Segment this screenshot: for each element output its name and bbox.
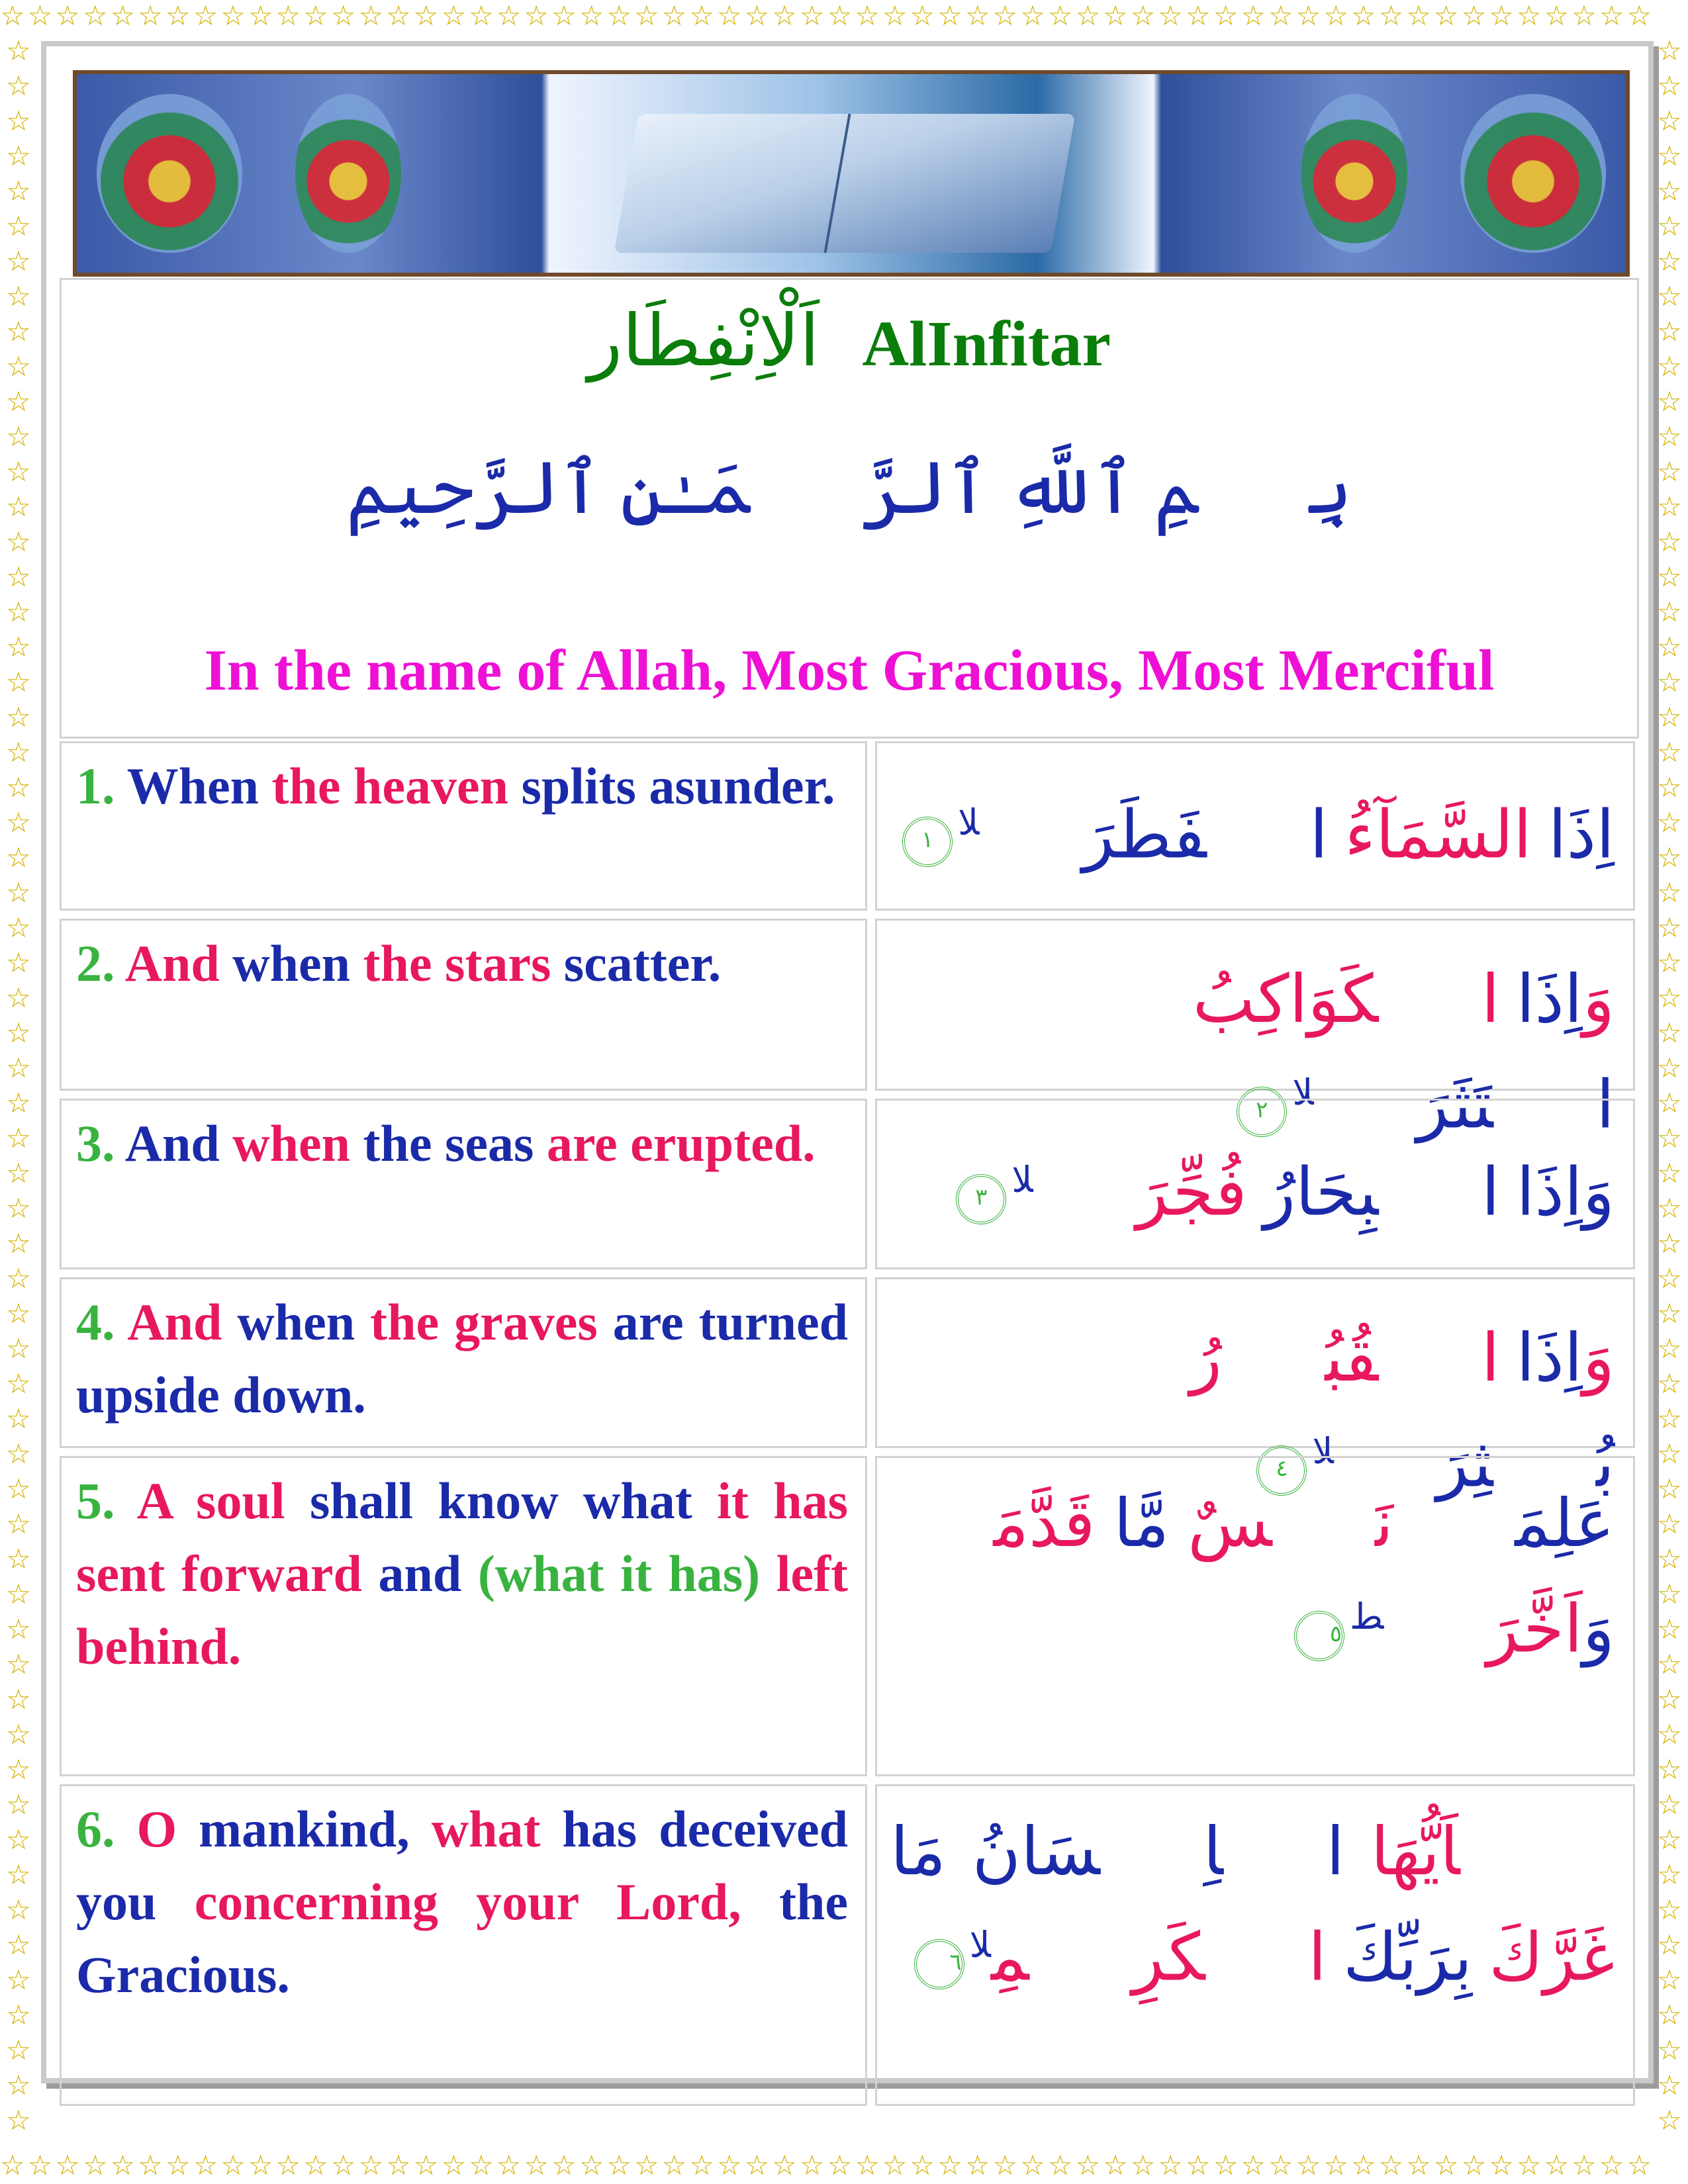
verse-english-segment: are turned upside down. bbox=[76, 1293, 849, 1424]
verse-arabic-segment: اِذَا bbox=[1531, 798, 1615, 872]
verse-english-segment: scatter. bbox=[563, 934, 722, 992]
verse-arabic-cell bbox=[875, 919, 1635, 1142]
waqf-stop-mark: لا bbox=[958, 803, 980, 842]
star-border-right: ☆☆☆☆☆☆☆☆☆☆☆☆☆☆☆☆☆☆☆☆☆☆☆☆☆☆☆☆☆☆☆☆☆☆☆☆☆☆☆☆☆☆☆☆☆☆☆☆☆☆☆☆☆☆☆☆☆☆☆☆ bbox=[1657, 36, 1682, 2136]
verse-english-text bbox=[76, 1107, 848, 1180]
verse-arabic-cell bbox=[875, 1456, 1635, 1776]
verse-arabic-segment: انۡتَثَرَتۡ bbox=[1313, 1068, 1615, 1142]
verse-arabic-segment: وَ bbox=[1582, 1322, 1615, 1395]
verse-row bbox=[60, 741, 1635, 911]
verse-arabic-segment: الۡكَوَاكِبُ bbox=[1192, 963, 1500, 1036]
waqf-stop-mark: ط bbox=[1350, 1597, 1384, 1637]
verse-english-segment: mankind, bbox=[199, 1800, 432, 1858]
ornament-right bbox=[1460, 94, 1606, 253]
verse-english-text bbox=[76, 927, 848, 1000]
verse-number: 4. bbox=[76, 1293, 128, 1351]
verse-arabic-text bbox=[890, 1101, 1615, 1239]
waqf-stop-mark: لا bbox=[1292, 1073, 1314, 1113]
ayah-number-icon: ٣ bbox=[956, 1174, 1006, 1224]
verse-english-segment: shall know what bbox=[309, 1472, 718, 1529]
verse-english-segment: A soul bbox=[136, 1472, 310, 1529]
verse-number: 3. bbox=[76, 1115, 125, 1172]
verse-arabic-segment: الۡاِنۡسَانُ bbox=[946, 1815, 1345, 1889]
verse-arabic-segment: اَخَّرَتۡ bbox=[1383, 1592, 1583, 1666]
verse-arabic-cell bbox=[875, 741, 1635, 911]
verse-arabic-segment: بِرَبِّكَ bbox=[1326, 1921, 1473, 1995]
verse-english-segment: When bbox=[126, 757, 272, 815]
ornament-right-inner bbox=[1301, 94, 1407, 253]
verse-english-segment: concerning your Lord, bbox=[194, 1873, 779, 1931]
ayah-number-icon: ٦ bbox=[914, 1939, 964, 1989]
verse-english-segment: it has sent forward bbox=[76, 1472, 848, 1602]
verse-english-segment: And bbox=[127, 1293, 238, 1351]
verse-english-segment: And bbox=[124, 1115, 233, 1172]
verse-arabic-text bbox=[890, 743, 1615, 882]
verse-row bbox=[60, 919, 1635, 1142]
verse-english-segment: splits asunder. bbox=[521, 757, 835, 815]
ayah-number-icon: ٤ bbox=[1256, 1445, 1307, 1496]
verse-english-segment: what bbox=[431, 1800, 563, 1858]
verse-arabic-segment: السَّمَآءُ bbox=[1328, 798, 1532, 872]
verse-arabic-segment: مَّا bbox=[1095, 1487, 1170, 1561]
verse-arabic-segment: وَاِذَا bbox=[1499, 1156, 1615, 1230]
star-border-top: ☆☆☆☆☆☆☆☆☆☆☆☆☆☆☆☆☆☆☆☆☆☆☆☆☆☆☆☆☆☆☆☆☆☆☆☆☆☆☆☆☆☆☆☆☆☆☆☆☆☆☆☆☆☆☆☆☆☆☆☆ bbox=[0, 1, 1655, 32]
verse-number: 6. bbox=[76, 1800, 137, 1858]
star-border-left: ☆☆☆☆☆☆☆☆☆☆☆☆☆☆☆☆☆☆☆☆☆☆☆☆☆☆☆☆☆☆☆☆☆☆☆☆☆☆☆☆☆☆☆☆☆☆☆☆☆☆☆☆☆☆☆☆☆☆☆☆ bbox=[6, 36, 31, 2136]
verse-english-segment: left behind. bbox=[76, 1545, 849, 1675]
ayah-number-icon: ٢ bbox=[1237, 1087, 1287, 1137]
bismillah-arabic: بِسۡمِ ٱللَّهِ ٱلرَّحۡمَـٰنِ ٱلرَّحِيمِ bbox=[346, 448, 1353, 529]
verse-row bbox=[60, 1099, 1635, 1269]
verse-arabic-segment: اِذَا bbox=[1499, 963, 1583, 1036]
verse-number: 2. bbox=[76, 934, 125, 992]
ornament-left-inner bbox=[295, 94, 401, 253]
waqf-stop-mark: لا bbox=[1312, 1432, 1334, 1471]
verse-arabic-segment: اِذَا bbox=[1499, 1322, 1583, 1395]
verse-arabic-segment: عَلِمَتۡ bbox=[1393, 1487, 1615, 1561]
verse-english-segment: and bbox=[378, 1545, 478, 1602]
verse-arabic-cell bbox=[875, 1099, 1635, 1269]
page-frame bbox=[41, 41, 1654, 2083]
verse-english-segment: the stars bbox=[363, 934, 564, 992]
verse-english-text bbox=[76, 1286, 848, 1432]
verse-english-segment: when bbox=[237, 1293, 371, 1351]
verse-english-segment: O bbox=[136, 1800, 199, 1858]
verse-english-cell bbox=[60, 1784, 867, 2106]
verse-english-segment: the graves bbox=[370, 1293, 613, 1351]
bismillah-english: In the name of Allah, Most Gracious, Most Merciful bbox=[204, 639, 1495, 703]
verse-arabic-segment: الۡقُبُوۡرُ bbox=[1190, 1322, 1500, 1395]
verse-arabic-segment: الۡكَرِيۡمِ bbox=[990, 1921, 1327, 1995]
verse-english-segment: (what it has) bbox=[477, 1545, 776, 1602]
open-book-image bbox=[614, 114, 1075, 253]
verse-arabic-segment: بُعۡثِرَتۡ bbox=[1333, 1427, 1615, 1501]
verse-arabic-segment: قَدَّمَتۡ bbox=[890, 1487, 1096, 1561]
verse-english-cell bbox=[60, 741, 867, 911]
verse-arabic-segment: وَ bbox=[1582, 1592, 1615, 1666]
surah-title bbox=[62, 300, 1637, 383]
verse-arabic-segment: مَا bbox=[890, 1815, 947, 1889]
verse-arabic-segment: نَفۡسٌ bbox=[1169, 1487, 1394, 1561]
verse-arabic-segment: انۡفَطَرَتۡ bbox=[979, 798, 1329, 872]
verse-english-segment: the seas bbox=[363, 1115, 547, 1172]
verse-arabic-segment: غَرَّكَ bbox=[1472, 1921, 1615, 1995]
verse-english-text bbox=[76, 750, 848, 823]
waqf-stop-mark: لا bbox=[969, 1925, 991, 1965]
ayah-number-icon: ١ bbox=[902, 817, 953, 867]
verse-english-cell bbox=[60, 1456, 867, 1776]
quran-banner bbox=[73, 70, 1630, 277]
verse-row bbox=[60, 1784, 1635, 2106]
star-border-bottom: ☆☆☆☆☆☆☆☆☆☆☆☆☆☆☆☆☆☆☆☆☆☆☆☆☆☆☆☆☆☆☆☆☆☆☆☆☆☆☆☆☆☆☆☆☆☆☆☆☆☆☆☆☆☆☆☆☆☆☆☆ bbox=[0, 2151, 1655, 2181]
surah-title-english: AlInfitar bbox=[862, 308, 1111, 380]
verse-arabic-cell bbox=[875, 1784, 1635, 2106]
ayah-number-icon: ٥ bbox=[1294, 1611, 1344, 1661]
verse-english-segment: the Gracious. bbox=[76, 1873, 848, 2003]
verse-english-cell bbox=[60, 1277, 867, 1448]
verse-english-segment: are erupted. bbox=[546, 1115, 816, 1172]
verse-english-cell bbox=[60, 919, 867, 1091]
verse-arabic-text bbox=[890, 1786, 1615, 2004]
verse-english-segment: And bbox=[124, 934, 233, 992]
ornament-left bbox=[97, 94, 242, 253]
verse-arabic-segment: الۡبِحَارُ bbox=[1246, 1156, 1500, 1230]
verse-english-segment: the heaven bbox=[271, 757, 522, 815]
verse-number: 5. bbox=[76, 1472, 137, 1529]
verse-english-segment: when bbox=[232, 1115, 363, 1172]
verse-english-text bbox=[76, 1793, 848, 2011]
verse-arabic-segment: وَ bbox=[1582, 963, 1615, 1036]
verse-arabic-text bbox=[890, 1458, 1615, 1676]
surah-title-arabic: اَلْاِنْفِطَار bbox=[587, 302, 820, 381]
verse-row bbox=[60, 1456, 1635, 1776]
verse-english-segment: when bbox=[232, 934, 363, 992]
verse-arabic-cell bbox=[875, 1277, 1635, 1501]
verse-english-text bbox=[76, 1465, 848, 1683]
verse-arabic-segment: فُجِّرَتۡ bbox=[1033, 1156, 1247, 1230]
waqf-stop-mark: لا bbox=[1011, 1160, 1033, 1200]
verse-arabic-segment: يٰۤاَيُّهَا bbox=[1344, 1815, 1615, 1889]
title-block bbox=[60, 278, 1639, 739]
verse-english-segment: has deceived you bbox=[76, 1800, 849, 1931]
verse-number: 1. bbox=[76, 757, 127, 815]
verse-english-cell bbox=[60, 1099, 867, 1269]
